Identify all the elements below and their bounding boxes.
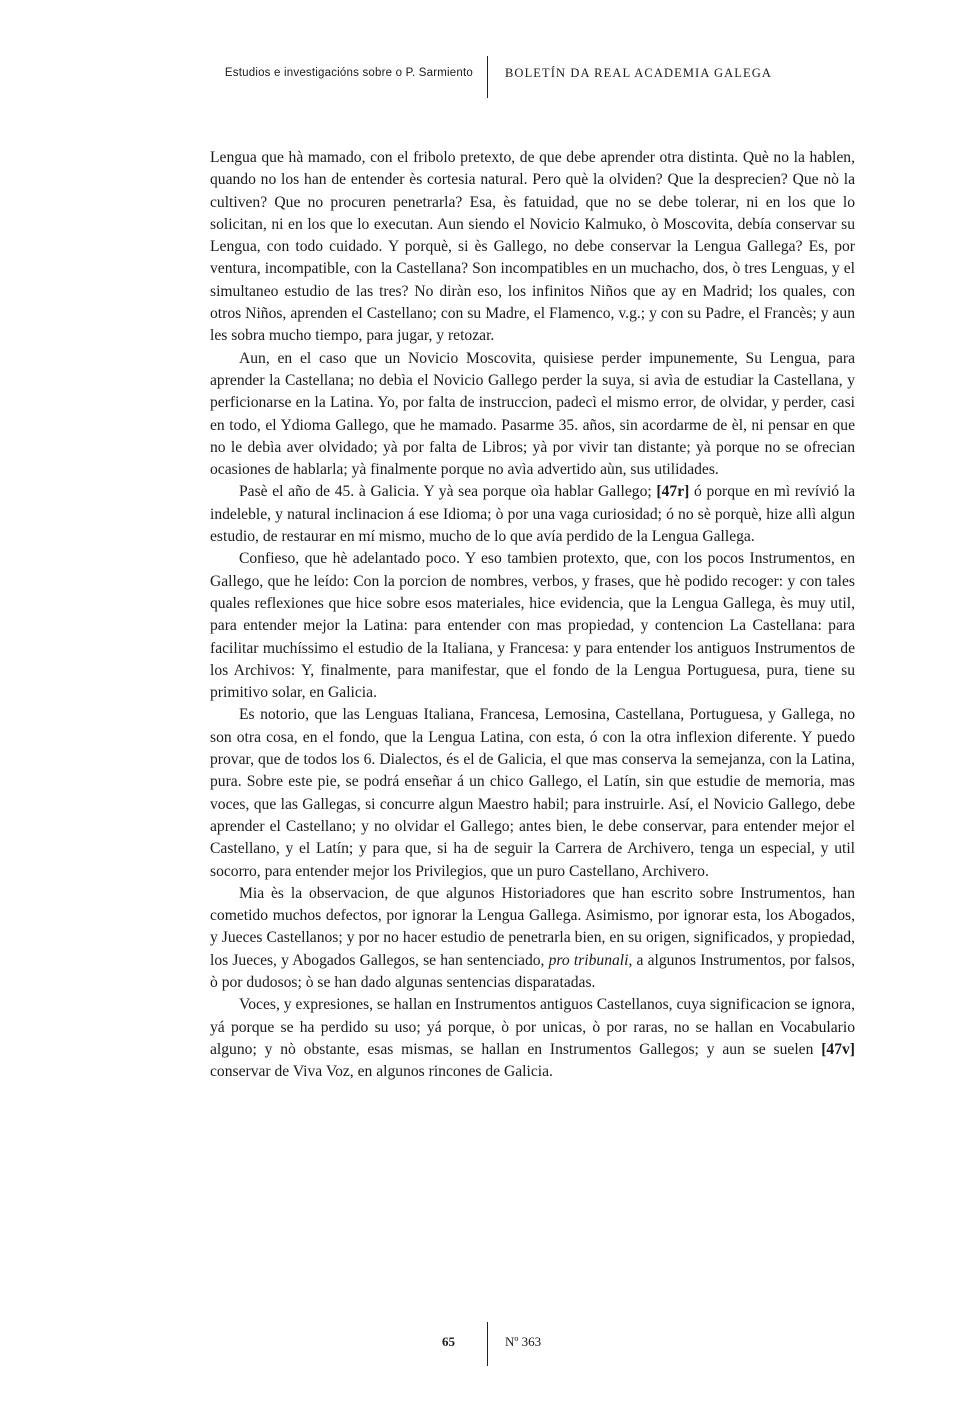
- body-text: [210, 147, 855, 1083]
- paragraph: Es notorio, que las Lenguas Italiana, Francesa, Lemosina, Castellana, Portuguesa, y Gallega, no son otra cosa, en el fondo, que la Lengua Latina, con esta, ó con la otra inflexion diferente. Y puedo provar, que de todos los 6. Dialectos, és el de Galicia, el que mas conserva la semejanza, con la Latina, pura. Sobre este pie, se podrá enseñar á un chico Gallego, el Latín, sin que estudie de memoria, mas voces, que las Gallegas, si concurre algun Maestro habil; para instruirle. Así, el Novicio Gallego, debe aprender el Castellano; y no olvidar el Gallego; antes bien, le debe conservar, para entender mejor el Castellano, y el Latín; y para que, si ha de seguir la Carrera de Archivero, tenga un especial, y util socorro, para entender mejor los Privilegios, que un puro Castellano, Archivero.: [210, 706, 855, 880]
- folio-marker: [47v]: [821, 1040, 855, 1058]
- paragraph: Confieso, que hè adelantado poco. Y eso tambien protexto, que, con los pocos Instrumentos, en Gallego, que he leído: Con la porcion de nombres, verbos, y frases, que hè podido recoger: y con tales quales reflexiones que hice sobre esos materiales, hice evidencia, que la Lengua Gallega, ès muy util, para entender mejor la Latina: para entender con mas propiedad, y contencion La Castellana: para facilitar muchíssimo el estudio de la Italiana, y Francesa: y para entender los antiguos Instrumentos de los Archivos: Y, finalmente, para manifestar, que el fondo de la Lengua Portuguesa, pura, tiene su primitivo solar, en Galicia.: [210, 550, 855, 702]
- page-number: 65: [442, 1334, 455, 1349]
- paragraph: Aun, en el caso que un Novicio Moscovita, quisiese perder impunemente, Su Lengua, para aprender la Castellana; no debìa el Novicio Gallego perder la suya, si avìa de estudiar la Castellana, y perficionarse en la Latina. Yo, por falta de instruccion, padecì el mismo error, de olvidar, y perder, casi en todo, el Ydioma Gallego, que he mamado. Pasarme 35. años, sin acordarme de èl, ni pensar en que no le debìa aver olvidado; yà por falta de Libros; yà por vivir tan distante; yà porque no se ofrecian ocasiones de hablarla; yà finalmente porque no avìa advertido aùn, sus utilidades.: [210, 349, 855, 479]
- paragraph-text: conservar de Viva Voz, en algunos rincones de Galicia.: [210, 1063, 553, 1081]
- running-header-journal: BOLETÍN DA REAL ACADEMIA GALEGA: [505, 66, 772, 80]
- paragraph: [210, 883, 855, 994]
- issue-number: Nº 363: [505, 1334, 542, 1349]
- paragraph-text: Pasè el año de 45. à Galicia. Y yà sea porque oìa hablar Gallego;: [239, 483, 652, 501]
- header-divider: [487, 56, 488, 98]
- paragraph-text: ó porque en mì revívió la indeleble, y natural inclinacion á ese Idioma; ò por una vaga curiosidad; ó no sè porquè, hize allì algun estudio, de restaurar en mí mismo, mucho de lo que avía perdido de la Lengua Gallega.: [210, 483, 856, 546]
- paragraph: [210, 481, 855, 548]
- paragraph: [210, 994, 855, 1083]
- paragraph: Lengua que hà mamado, con el fribolo pretexto, de que debe aprender otra distinta. Què no la hablen, quando no los han de entender ès cortesia natural. Pero què la olviden? Que la desprecien? Que nò la cultiven? Que no procuren penetrarla? Esa, ès fatuidad, que no se debe tolerar, ni en los que lo solicitan, ni en los que lo executan. Aun siendo el Novicio Kalmuko, ò Moscovita, debía conservar su Lengua, con todo cuidado. Y porquè, si ès Gallego, no debe conservar la Lengua Gallega? Es, por ventura, incompatible, con la Castellana? Son incompatibles en un muchacho, dos, ò tres Lenguas, y el simultaneo estudio de las tres? No diràn eso, los infinitos Niños que ay en Madrid; los quales, con otros Niños, aprenden el Castellano; con su Madre, el Flamenco, v.g.; y con su Padre, el Francès; y aun les sobra mucho tiempo, para jugar, y retozar.: [210, 149, 855, 345]
- running-header-section: Estudios e investigacións sobre o P. Sarmiento: [224, 67, 473, 79]
- footer-divider: [487, 1322, 488, 1366]
- paragraph-text: Voces, y expresiones, se hallan en Instrumentos antiguos Castellanos, cuya significacion se ignora, yá porque se ha perdido su uso; yá porque, ò por unicas, ò por raras, no se hallan en Vocabulario alguno; y nò obstante, esas mismas, se hallan en Instrumentos Gallegos; y aun se suelen: [210, 996, 855, 1058]
- paragraph-text: Mia ès la observacion, de que algunos Historiadores que han escrito sobre Instrumentos, han cometido muchos defectos, por ignorar la Lengua Gallega. Asimismo, por ignorar esta, los Abogados, y Jueces Castellanos; y por no hacer estudio de penetrarla bien, en su origen, significados, y propiedad, los Jueces, y Abogados Gallegos, se han sentenciado,: [210, 884, 855, 969]
- italic-phrase: pro tribunali: [548, 951, 629, 969]
- folio-marker: [47r]: [656, 483, 690, 501]
- paragraph-text: , a algunos Instrumentos, por falsos, ò por dudosos; ò se han dado algunas sentencias disparatadas.: [210, 951, 856, 991]
